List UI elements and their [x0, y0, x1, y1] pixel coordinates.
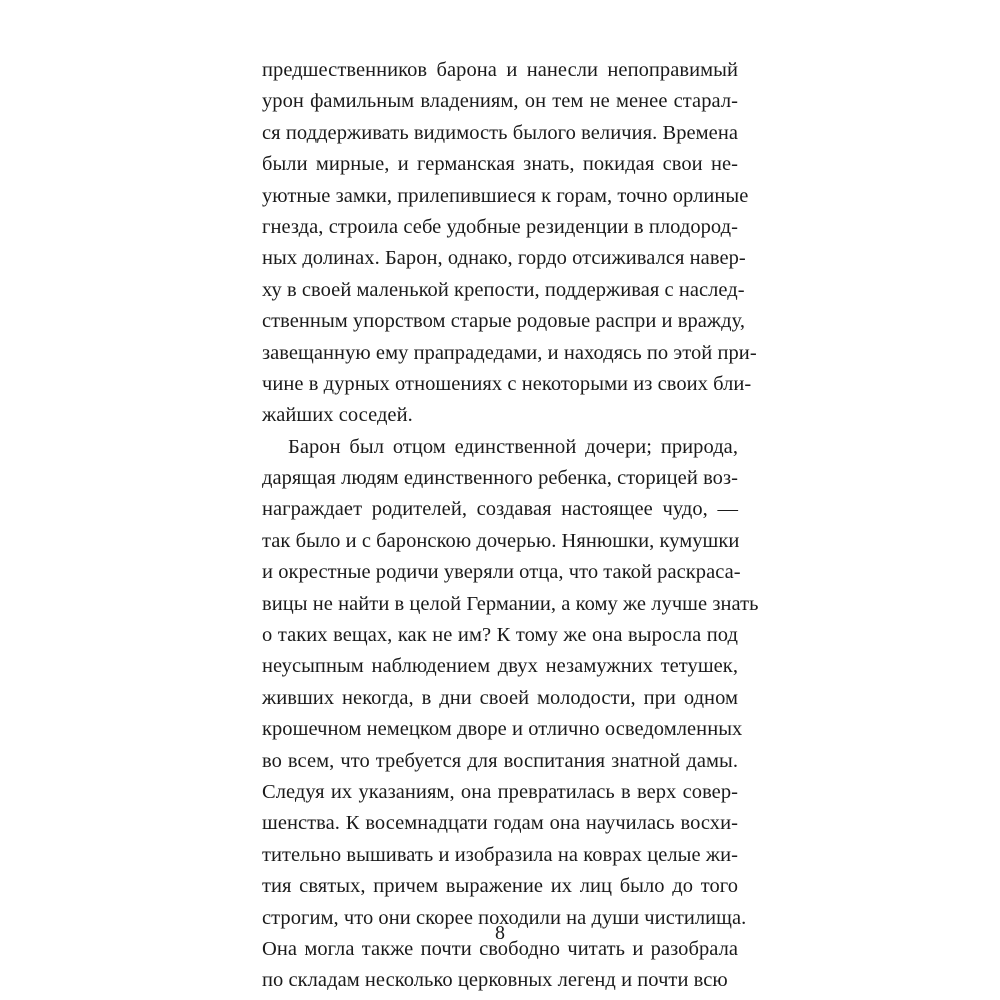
text-line: так было и с баронскою дочерью. Нянюшки, кумушки [262, 529, 740, 552]
text-line: завещанную ему прапрадедами, и находясь по этой при- [262, 341, 757, 364]
text-line: дарящая людям единственного ребенка, сторицей воз- [262, 467, 738, 490]
text-line: живших некогда, в дни своей молодости, при одном [262, 686, 738, 709]
text-line: Она могла также почти свободно читать и разобрала [262, 937, 738, 960]
text-line: уютные замки, прилепившиеся к горам, точно орлиные [262, 184, 749, 207]
text-line: Следуя их указаниям, она превратилась в верх совер- [262, 780, 738, 803]
text-line: и окрестные родичи уверяли отца, что такой раскраса- [262, 561, 741, 584]
text-line: урон фамильным владениям, он тем не менее старал- [262, 90, 738, 113]
text-line: ственным упорством старые родовые распри и вражду, [262, 310, 746, 333]
text-line: тительно вышивать и изобразила на коврах целые жи- [262, 843, 738, 866]
text-line: во всем, что требуется для воспитания знатной дамы. [262, 749, 738, 772]
text-line: неусыпным наблюдением двух незамужних тетушек, [262, 655, 738, 678]
book-page-text [262, 55, 759, 997]
paragraph [262, 432, 759, 997]
text-line: гнезда, строила себе удобные резиденции в плодород- [262, 215, 738, 238]
text-line: ных долинах. Барон, однако, гордо отсиживался навер- [262, 247, 746, 270]
text-line: были мирные, и германская знать, покидая свои не- [262, 153, 738, 176]
text-line: ху в своей маленькой крепости, поддерживая с наслед- [262, 278, 745, 301]
text-line: Барон был отцом единственной дочери; природа, [288, 435, 738, 458]
text-line: чине в дурных отношениях с некоторыми из своих бли- [262, 372, 752, 395]
paragraph [262, 55, 757, 432]
text-line: ся поддерживать видимость былого величия. Времена [262, 121, 738, 144]
text-line: строгим, что они скорее походили на души чистилища. [262, 906, 747, 929]
text-line: шенства. К восемнадцати годам она научилась восхи- [262, 812, 738, 835]
text-line: крошечном немецком дворе и отлично осведомленных [262, 718, 743, 741]
page-number: 8 [495, 922, 505, 944]
text-line: предшественников барона и нанесли непоправимый [262, 59, 738, 81]
text-line: награждает родителей, создавая настоящее чудо, — [262, 498, 738, 521]
text-line: жайших соседей. [262, 404, 413, 427]
text-line: тия святых, причем выражение их лиц было до того [262, 875, 738, 898]
text-line: по складам несколько церковных легенд и почти всю [262, 969, 728, 992]
text-line: о таких вещах, как не им? К тому же она выросла под [262, 624, 738, 647]
text-line: вицы не найти в целой Германии, а кому же лучше знать [262, 592, 759, 615]
